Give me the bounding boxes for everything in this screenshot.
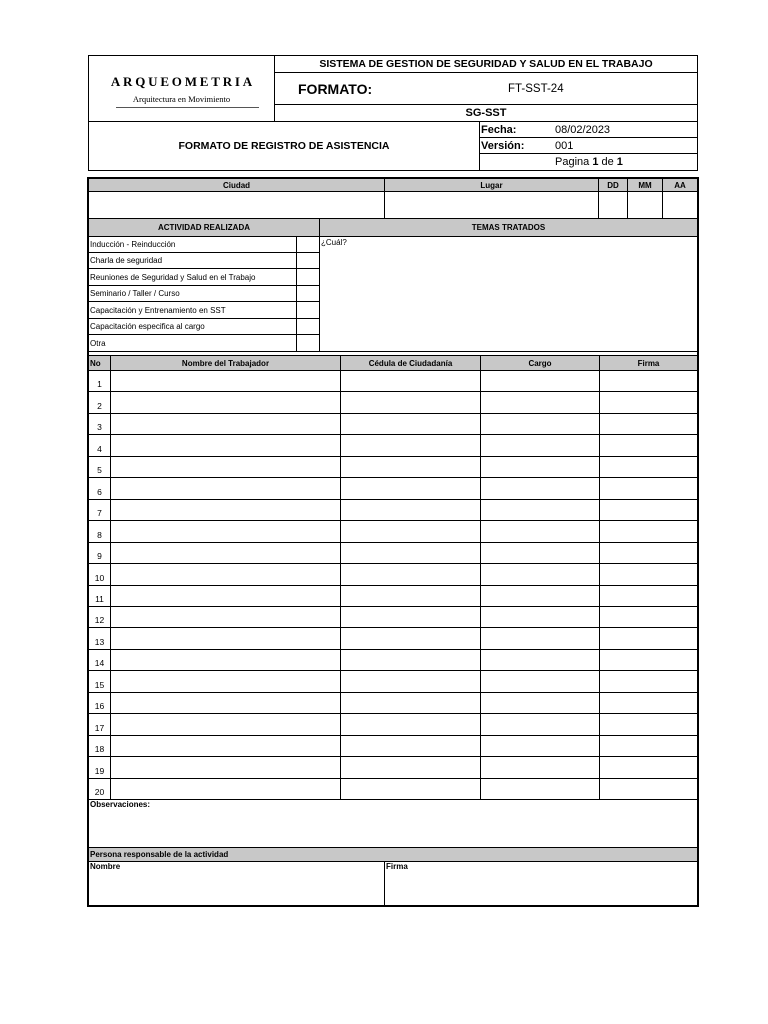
worker-signature-cell — [599, 585, 698, 607]
version-value: 001 — [555, 139, 574, 152]
mm-header-label: MM — [638, 180, 652, 190]
row-number: 4 — [97, 444, 102, 454]
mm-header — [627, 178, 663, 192]
row-number-cell — [88, 649, 111, 671]
activity-label-cell — [88, 318, 297, 335]
page-prefix: Pagina — [555, 156, 593, 168]
logo-underline — [116, 107, 259, 108]
activity-label: Inducción - Reinducción — [90, 240, 176, 249]
row-number-cell — [88, 692, 111, 714]
worker-signature-cell — [599, 692, 698, 714]
worker-role-cell — [480, 627, 600, 650]
col-header-role-label: Cargo — [528, 358, 552, 368]
formato-label: FORMATO: — [298, 80, 373, 97]
row-number-cell — [88, 477, 111, 500]
activity-label-cell — [88, 334, 297, 352]
document-title-text: FORMATO DE REGISTRO DE ASISTENCIA — [178, 140, 390, 152]
activity-mark-cell — [296, 318, 320, 335]
worker-name-cell — [110, 456, 341, 478]
worker-id-cell — [340, 391, 481, 414]
worker-id-cell — [340, 649, 481, 671]
worker-role-cell — [480, 606, 600, 628]
worker-name-cell — [110, 391, 341, 414]
worker-role-cell — [480, 542, 600, 564]
topics-header — [319, 218, 698, 237]
system-title — [274, 55, 698, 73]
row-number: 17 — [94, 723, 105, 733]
col-header-signature-label: Firma — [637, 358, 660, 368]
worker-signature-cell — [599, 370, 698, 392]
row-number: 11 — [95, 594, 104, 604]
responsible-header-label: Persona responsable de la actividad — [90, 850, 229, 859]
activity-label-cell — [88, 285, 297, 302]
worker-signature-cell — [599, 520, 698, 543]
worker-signature-cell — [599, 735, 698, 757]
worker-id-cell — [340, 778, 481, 800]
row-number-cell — [88, 627, 111, 650]
worker-signature-cell — [599, 434, 698, 457]
topics-field — [319, 236, 698, 352]
worker-name-cell — [110, 542, 341, 564]
row-number: 1 — [97, 379, 102, 389]
topics-header-label: TEMAS TRATADOS — [471, 223, 546, 232]
worker-name-cell — [110, 756, 341, 779]
worker-signature-cell — [599, 563, 698, 586]
row-number: 2 — [97, 401, 102, 411]
row-number-cell — [88, 585, 111, 607]
worker-role-cell — [480, 778, 600, 800]
worker-role-cell — [480, 756, 600, 779]
logo-name: ARQUEOMETRIA — [110, 74, 255, 89]
worker-role-cell — [480, 520, 600, 543]
worker-name-cell — [110, 434, 341, 457]
worker-signature-cell — [599, 391, 698, 414]
worker-id-cell — [340, 670, 481, 693]
aa-header — [662, 178, 698, 192]
worker-role-cell — [480, 434, 600, 457]
lugar-field — [384, 191, 599, 219]
worker-id-cell — [340, 370, 481, 392]
row-number: 12 — [94, 615, 105, 625]
worker-role-cell — [480, 649, 600, 671]
ciudad-field — [88, 191, 385, 219]
col-header-signature — [599, 355, 698, 371]
version-cell — [479, 137, 698, 154]
activity-header — [88, 218, 320, 237]
col-header-role — [480, 355, 600, 371]
worker-name-cell — [110, 627, 341, 650]
worker-role-cell — [480, 499, 600, 521]
row-number: 19 — [94, 766, 105, 776]
worker-id-cell — [340, 477, 481, 500]
mm-field — [627, 191, 663, 219]
worker-id-cell — [340, 627, 481, 650]
pagina-cell — [479, 153, 698, 171]
worker-name-cell — [110, 585, 341, 607]
activity-mark-cell — [296, 268, 320, 286]
worker-id-cell — [340, 542, 481, 564]
worker-id-cell — [340, 499, 481, 521]
row-number-cell — [88, 563, 111, 586]
row-number-cell — [88, 413, 111, 435]
worker-id-cell — [340, 606, 481, 628]
worker-signature-cell — [599, 477, 698, 500]
worker-name-cell — [110, 670, 341, 693]
ciudad-header-label: Ciudad — [222, 180, 251, 190]
topics-prompt: ¿Cuál? — [321, 238, 347, 247]
responsible-name-label: Nombre — [90, 862, 121, 871]
activity-mark-cell — [296, 301, 320, 319]
worker-role-cell — [480, 670, 600, 693]
row-number: 16 — [94, 701, 105, 711]
document-title — [88, 121, 480, 171]
activity-label: Seminario / Taller / Curso — [90, 289, 180, 298]
activity-label: Capacitación especifica al cargo — [90, 322, 205, 331]
row-number: 7 — [97, 508, 102, 518]
activity-label: Reuniones de Seguridad y Salud en el Trabajo — [90, 272, 256, 282]
worker-role-cell — [480, 735, 600, 757]
row-number: 18 — [94, 744, 105, 754]
page-indicator — [555, 156, 623, 168]
activity-label-cell — [88, 268, 297, 286]
observations-label: Observaciones: — [90, 800, 151, 809]
row-number: 5 — [97, 465, 102, 475]
system-title-text: SISTEMA DE GESTION DE SEGURIDAD Y SALUD EN EL TRABAJO — [319, 58, 653, 70]
row-number-cell — [88, 499, 111, 521]
worker-name-cell — [110, 606, 341, 628]
fecha-cell — [479, 121, 698, 138]
worker-role-cell — [480, 413, 600, 435]
row-number-cell — [88, 713, 111, 736]
activity-header-label: ACTIVIDAD REALIZADA — [158, 223, 250, 232]
worker-signature-cell — [599, 606, 698, 628]
page-of: de — [598, 156, 617, 168]
formato-code: FT-SST-24 — [508, 82, 564, 95]
row-number: 9 — [97, 551, 102, 561]
worker-id-cell — [340, 413, 481, 435]
logo-tagline: Arquitectura en Movimiento — [132, 94, 231, 104]
activity-label: Capacitación y Entrenamiento en SST — [90, 305, 226, 315]
row-number: 8 — [97, 530, 102, 540]
row-number-cell — [88, 370, 111, 392]
activity-mark-cell — [296, 252, 320, 269]
col-header-no-label: No — [90, 358, 101, 368]
worker-signature-cell — [599, 713, 698, 736]
worker-signature-cell — [599, 627, 698, 650]
worker-role-cell — [480, 370, 600, 392]
worker-id-cell — [340, 735, 481, 757]
worker-id-cell — [340, 585, 481, 607]
worker-signature-cell — [599, 413, 698, 435]
worker-name-cell — [110, 735, 341, 757]
worker-name-cell — [110, 649, 341, 671]
dd-field — [598, 191, 628, 219]
page-total: 1 — [616, 156, 623, 168]
worker-signature-cell — [599, 499, 698, 521]
row-number-cell — [88, 756, 111, 779]
worker-name-cell — [110, 477, 341, 500]
aa-header-label: AA — [674, 180, 686, 190]
row-number-cell — [88, 606, 111, 628]
row-number-cell — [88, 735, 111, 757]
row-number: 6 — [97, 487, 102, 497]
col-header-id-label: Cédula de Ciudadanía — [368, 358, 453, 368]
lugar-header-label: Lugar — [480, 180, 503, 190]
col-header-name — [110, 355, 341, 371]
worker-id-cell — [340, 434, 481, 457]
activity-mark-cell — [296, 236, 320, 253]
col-header-id — [340, 355, 481, 371]
worker-id-cell — [340, 456, 481, 478]
activity-label-cell — [88, 236, 297, 253]
worker-signature-cell — [599, 649, 698, 671]
worker-name-cell — [110, 499, 341, 521]
row-number: 20 — [94, 787, 105, 797]
lugar-header — [384, 178, 599, 192]
worker-signature-cell — [599, 756, 698, 779]
row-number-cell — [88, 391, 111, 414]
dd-header — [598, 178, 628, 192]
worker-id-cell — [340, 563, 481, 586]
page-current: 1 — [592, 156, 599, 168]
observations-field — [88, 799, 698, 848]
worker-id-cell — [340, 756, 481, 779]
formato-cell — [274, 72, 698, 105]
sg-sst-cell — [274, 104, 698, 122]
worker-signature-cell — [599, 456, 698, 478]
worker-name-cell — [110, 692, 341, 714]
activity-mark-cell — [296, 334, 320, 352]
row-number-cell — [88, 456, 111, 478]
worker-name-cell — [110, 370, 341, 392]
row-number-cell — [88, 520, 111, 543]
responsible-name-field — [88, 861, 385, 906]
logo-cell — [88, 55, 275, 122]
activity-label-cell — [88, 301, 297, 319]
col-header-no — [88, 355, 111, 371]
version-label: Versión: — [481, 139, 525, 152]
row-number: 15 — [94, 680, 105, 690]
worker-role-cell — [480, 456, 600, 478]
responsible-signature-label: Firma — [386, 862, 408, 871]
worker-role-cell — [480, 391, 600, 414]
activity-label: Charla de seguridad — [90, 256, 163, 265]
worker-name-cell — [110, 413, 341, 435]
row-number: 13 — [94, 637, 105, 647]
worker-name-cell — [110, 520, 341, 543]
worker-id-cell — [340, 692, 481, 714]
responsible-header — [88, 847, 698, 862]
worker-role-cell — [480, 477, 600, 500]
row-number: 10 — [94, 573, 105, 583]
dd-header-label: DD — [607, 180, 619, 190]
worker-role-cell — [480, 713, 600, 736]
worker-id-cell — [340, 520, 481, 543]
row-number: 3 — [97, 422, 102, 432]
activity-label-cell — [88, 252, 297, 269]
fecha-label: Fecha: — [481, 123, 517, 136]
row-number-cell — [88, 778, 111, 800]
activity-mark-cell — [296, 285, 320, 302]
worker-role-cell — [480, 585, 600, 607]
worker-signature-cell — [599, 542, 698, 564]
worker-name-cell — [110, 713, 341, 736]
row-number: 14 — [94, 658, 105, 668]
activity-label: Otra — [90, 338, 106, 348]
row-number-cell — [88, 542, 111, 564]
fecha-value: 08/02/2023 — [555, 123, 611, 136]
worker-signature-cell — [599, 778, 698, 800]
worker-id-cell — [340, 713, 481, 736]
row-number-cell — [88, 434, 111, 457]
worker-name-cell — [110, 563, 341, 586]
worker-name-cell — [110, 778, 341, 800]
responsible-signature-field — [384, 861, 698, 906]
worker-role-cell — [480, 563, 600, 586]
worker-signature-cell — [599, 670, 698, 693]
row-number-cell — [88, 670, 111, 693]
sg-sst-label: SG-SST — [465, 107, 507, 119]
aa-field — [662, 191, 698, 219]
worker-role-cell — [480, 692, 600, 714]
col-header-name-label: Nombre del Trabajador — [181, 358, 270, 368]
ciudad-header — [88, 178, 385, 192]
